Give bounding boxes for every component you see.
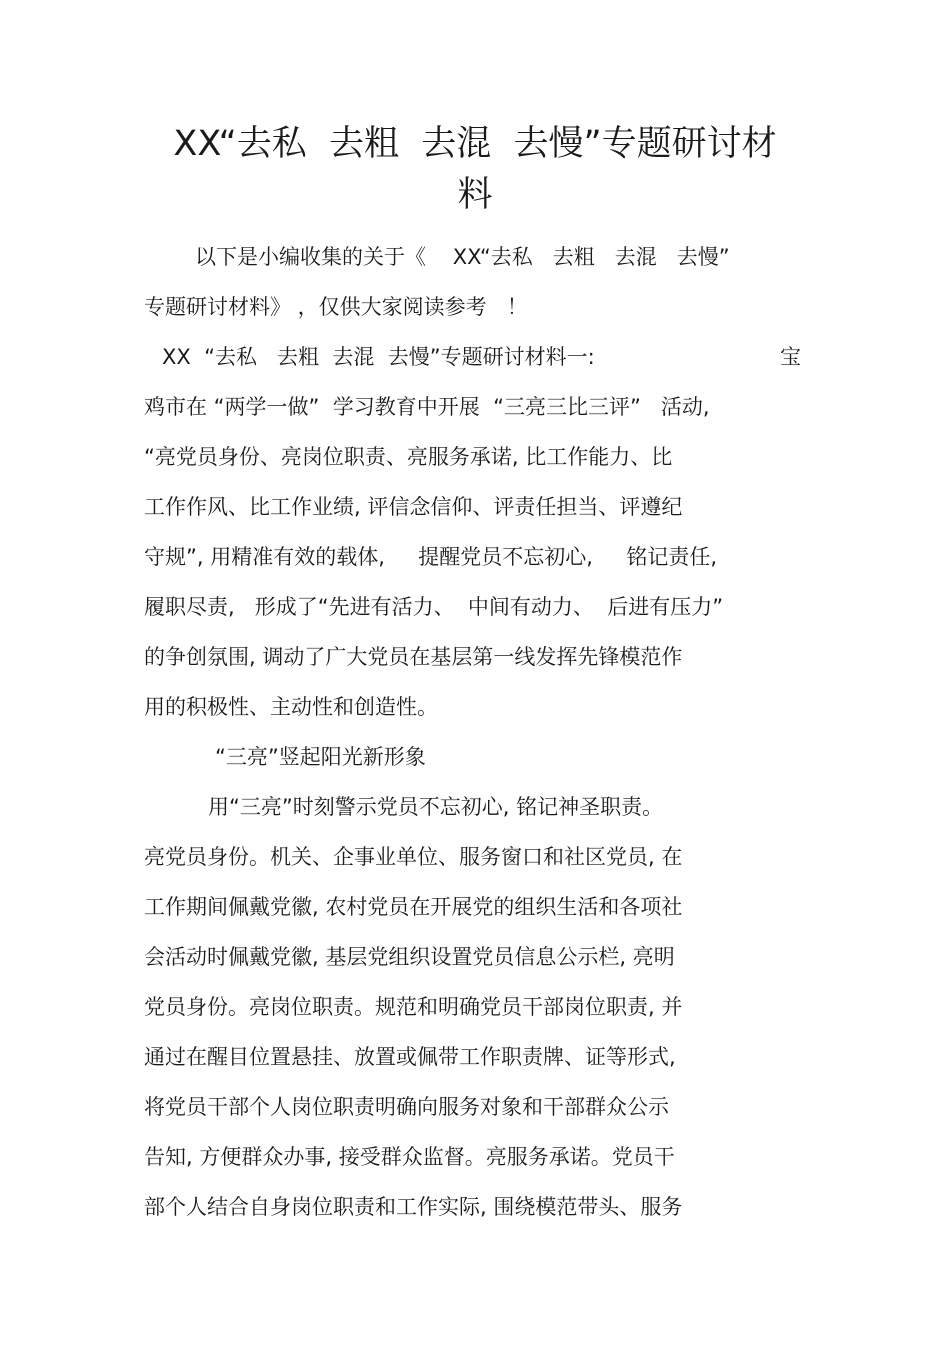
- body-line-6: 工作作风、比工作业绩, 评信念信仰、评责任担当、评遵纪: [144, 495, 683, 519]
- body-line-9: 的争创氛围, 调动了广大党员在基层第一线发挥先锋模范作: [144, 645, 683, 669]
- body-line-10: 用的积极性、主动性和创造性。: [144, 695, 438, 719]
- section-heading: “三亮”竖起阳光新形象: [215, 745, 426, 769]
- body-line-5: “亮党员身份、亮岗位职责、亮服务承诺, 比工作能力、比: [144, 445, 673, 469]
- body-line-1: 以下是小编收集的关于《 XX“去私 去粗 去混 去慢”: [195, 245, 730, 269]
- body-line-18: 告知, 方便群众办事, 接受群众监督。亮服务承诺。党员干: [144, 1145, 675, 1169]
- body-line-14: 会活动时佩戴党徽, 基层党组织设置党员信息公示栏, 亮明: [144, 945, 675, 969]
- body-line-3-end: 宝: [780, 345, 801, 369]
- body-line-8: 履职尽责, 形成了“先进有活力、 中间有动力、 后进有压力”: [144, 595, 724, 619]
- body-line-11: 用“三亮”时刻警示党员不忘初心, 铭记神圣职责。: [208, 795, 664, 819]
- body-line-17: 将党员干部个人岗位职责明确向服务对象和干部群众公示: [144, 1095, 669, 1119]
- body-line-15: 党员身份。亮岗位职责。规范和明确党员干部岗位职责, 并: [144, 995, 683, 1019]
- document-title-line-2: 料: [457, 175, 493, 215]
- body-line-7: 守规”, 用精准有效的载体, 提醒党员不忘初心, 铭记责任,: [144, 545, 718, 569]
- body-line-19: 部个人结合自身岗位职责和工作实际, 围绕模范带头、服务: [144, 1195, 683, 1219]
- body-line-2: 专题研讨材料》 ，仅供大家阅读参考 ！: [144, 295, 528, 319]
- body-line-12: 亮党员身份。机关、企事业单位、服务窗口和社区党员, 在: [144, 845, 683, 869]
- body-line-13: 工作期间佩戴党徽, 农村党员在开展党的组织生活和各项社: [144, 895, 683, 919]
- body-line-3: XX “去私 去粗 去混 去慢”专题研讨材料一:: [162, 345, 595, 369]
- document-title-line-1: XX“去私 去粗 去混 去慢”专题研讨材: [173, 124, 777, 164]
- body-line-16: 通过在醒目位置悬挂、放置或佩带工作职责牌、证等形式,: [144, 1045, 676, 1069]
- body-line-4: 鸡市在 “两学一做” 学习教育中开展 “三亮三比三评” 活动,: [144, 395, 710, 419]
